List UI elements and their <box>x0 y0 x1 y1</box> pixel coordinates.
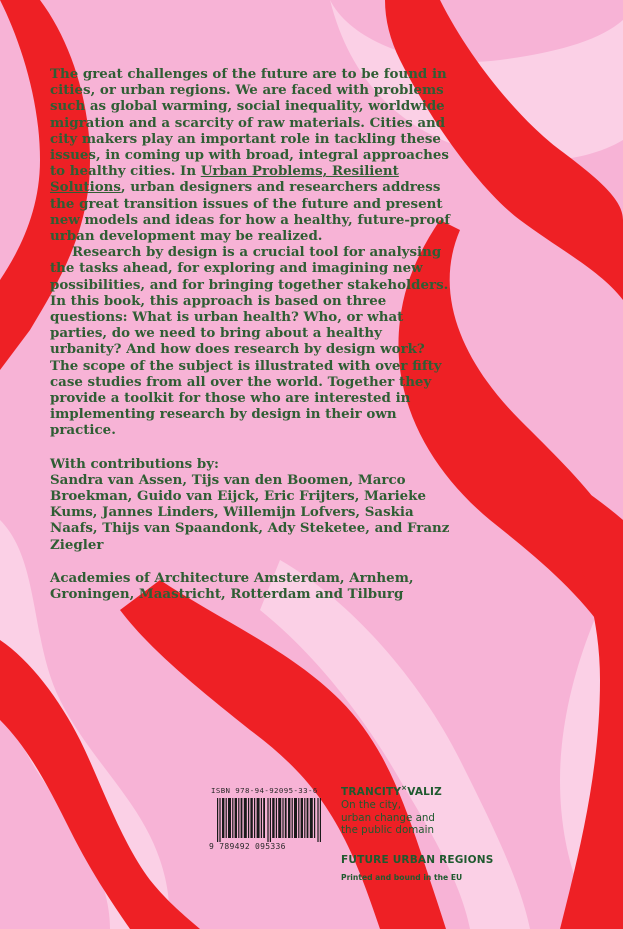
brand-trancity: TRANCITY <box>341 786 402 798</box>
barcode-icon <box>217 798 321 842</box>
contributors-list: Sandra van Assen, Tijs van den Boomen, Marco Broekman, Guido van Eijck, Eric Frijters, Marieke Kums, Jannes Linders, Willemijn Lofvers, Saskia Naafs, Thijs van Spaandonk, Ady Steketee, and Franz Ziegler <box>50 471 450 553</box>
tagline-line-3: the public domain <box>341 824 434 837</box>
intro-text-end: , urban designers and researchers address the great transition issues of the future and present new models and ideas for how a healthy, future-proof urban development may be realized. <box>50 179 450 245</box>
contributors-heading: With contributions by: <box>50 455 219 472</box>
blurb-paragraph-intro <box>50 66 450 244</box>
blurb-column <box>50 66 450 602</box>
tagline-line-2: urban change and <box>341 811 435 824</box>
brand-valiz: VALIZ <box>407 786 442 798</box>
red-stripe-bottom-left <box>0 640 200 929</box>
barcode-block <box>207 786 325 854</box>
academies-line: Academies of Architecture Amsterdam, Arnhem, Groningen, Maastricht, Rotterdam and Tilburg <box>50 569 414 603</box>
publisher-block <box>341 784 501 882</box>
printed-note: Printed and bound in the EU <box>341 872 463 882</box>
series-name: FUTURE URBAN REGIONS <box>341 853 494 866</box>
publisher-brand <box>341 784 501 798</box>
blurb-paragraph-research: Research by design is a crucial tool for analysing the tasks ahead, for exploring and imagining new possibilities, and for bringing together stakeholders. In this book, this approach is based on three questions: What is urban health? Who, or what parties, do we need to bring about a healthy urbanity? And how does research by design work? The scope of the subject is illustrated with over fifty case studies from all over the world. Together they provide a toolkit for those who are interested in implementing research by design in their own practice. <box>50 244 449 439</box>
isbn-label: ISBN 978-94-92095-33-6 <box>211 786 318 795</box>
intro-text-start: The great challenges of the future are to be found in cities, or urban regions. We are faced with problems such as global warming, social inequality, worldwide migration and a scarcity of raw materials. Cities and city makers play an important role in tackling these issues, in coming up with broad, integral approaches to healthy cities. In <box>50 66 449 180</box>
series-tagline <box>341 799 501 837</box>
brand-cross: × <box>401 784 408 792</box>
book-title-reference: Urban Problems, Resilient Solutions <box>50 163 399 196</box>
tagline-line-1: On the city, <box>341 799 402 811</box>
barcode-digits: 9 789492 095336 <box>209 842 286 851</box>
